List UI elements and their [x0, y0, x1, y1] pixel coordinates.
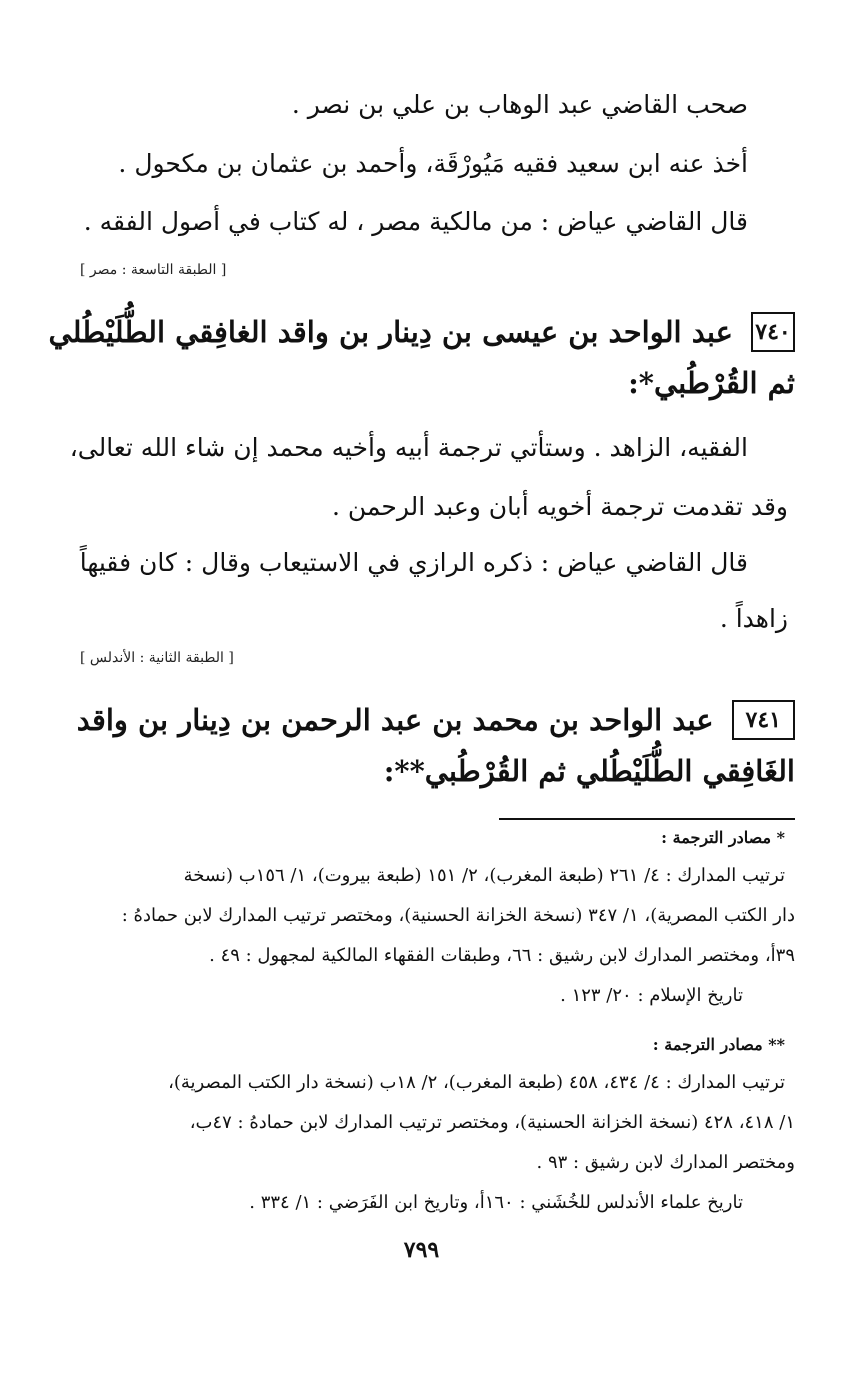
footnote-1-line-2: دار الكتب المصرية)، ١/ ٣٤٧ (نسخة الخزانة الحسنية)، ومختصر ترتيب المدارك لابن حمادهُ : — [121, 905, 795, 926]
tabaqa-tag-egypt: [ الطبقة التاسعة : مصر ] — [80, 262, 227, 278]
intro-line-1: صحب القاضي عبد الوهاب بن علي بن نصر . — [291, 90, 748, 119]
footnote-2-heading: ** مصادر الترجمة : — [652, 1035, 785, 1054]
entry-740-line-2: وقد تقدمت ترجمة أخويه أبان وعبد الرحمن . — [332, 492, 788, 521]
footnote-2-line-4: تاريخ علماء الأندلس للخُشَني : ١٦٠أ، وتاريخ ابن الفَرَضي : ١/ ٣٣٤ . — [249, 1192, 743, 1213]
entry-740-line-3: قال القاضي عياض : ذكره الرازي في الاستيعاب وقال : كان فقيهاً — [79, 548, 748, 577]
entry-title: عبد الواحد بن عيسى بن دِينار بن واقد الغافِقي الطُّلَيْطُلي — [48, 315, 733, 349]
footnote-2-line-1: ترتيب المدارك : ٤/ ٤٣٤، ٤٥٨ (طبعة المغرب)، ٢/ ١٨ب (نسخة دار الكتب المصرية)، — [168, 1072, 785, 1093]
entry-title: عبد الواحد بن محمد بن عبد الرحمن بن دِينار بن واقد — [76, 703, 714, 737]
intro-line-3: قال القاضي عياض : من مالكية مصر ، له كتاب في أصول الفقه . — [83, 207, 748, 236]
entry-740-heading — [48, 312, 795, 400]
entry-title-continued: الغَافِقي الطُّلَيْطُلي ثم القُرْطُبي**: — [383, 754, 795, 788]
entry-number-box: ٧٤١ — [732, 700, 795, 740]
footnote-2-line-2: ١/ ٤١٨، ٤٢٨ (نسخة الخزانة الحسنية)، ومختصر ترتيب المدارك لابن حمادهُ : ٤٧ب، — [189, 1112, 795, 1133]
footnote-1-line-4: تاريخ الإسلام : ٢٠/ ١٢٣ . — [560, 985, 743, 1006]
footnote-1-line-3: ٣٩أ، ومختصر المدارك لابن رشيق : ٦٦، وطبقات الفقهاء المالكية لمجهول : ٤٩ . — [209, 945, 795, 966]
footnote-2-line-3: ومختصر المدارك لابن رشيق : ٩٣ . — [536, 1152, 795, 1173]
intro-line-2: أخذ عنه ابن سعيد فقيه مَيُورْقَة، وأحمد بن عثمان بن مكحول . — [118, 149, 748, 178]
tabaqa-tag-andalus: [ الطبقة الثانية : الأندلس ] — [80, 650, 234, 666]
entry-number-box: ٧٤٠ — [751, 312, 795, 352]
entry-741-heading — [60, 700, 795, 788]
footnote-separator — [499, 818, 795, 820]
page-number: ٧٩٩ — [403, 1237, 440, 1263]
entry-740-line-4: زاهداً . — [719, 604, 788, 633]
entry-title-continued: ثم القُرْطُبي*: — [628, 366, 795, 400]
footnote-1-heading: * مصادر الترجمة : — [661, 828, 785, 847]
entry-740-line-1: الفقيه، الزاهد . وستأتي ترجمة أبيه وأخيه محمد إن شاء الله تعالى، — [69, 433, 748, 462]
footnote-1-line-1: ترتيب المدارك : ٤/ ٢٦١ (طبعة المغرب)، ٢/ ١٥١ (طبعة بيروت)، ١/ ١٥٦ب (نسخة — [183, 865, 785, 886]
